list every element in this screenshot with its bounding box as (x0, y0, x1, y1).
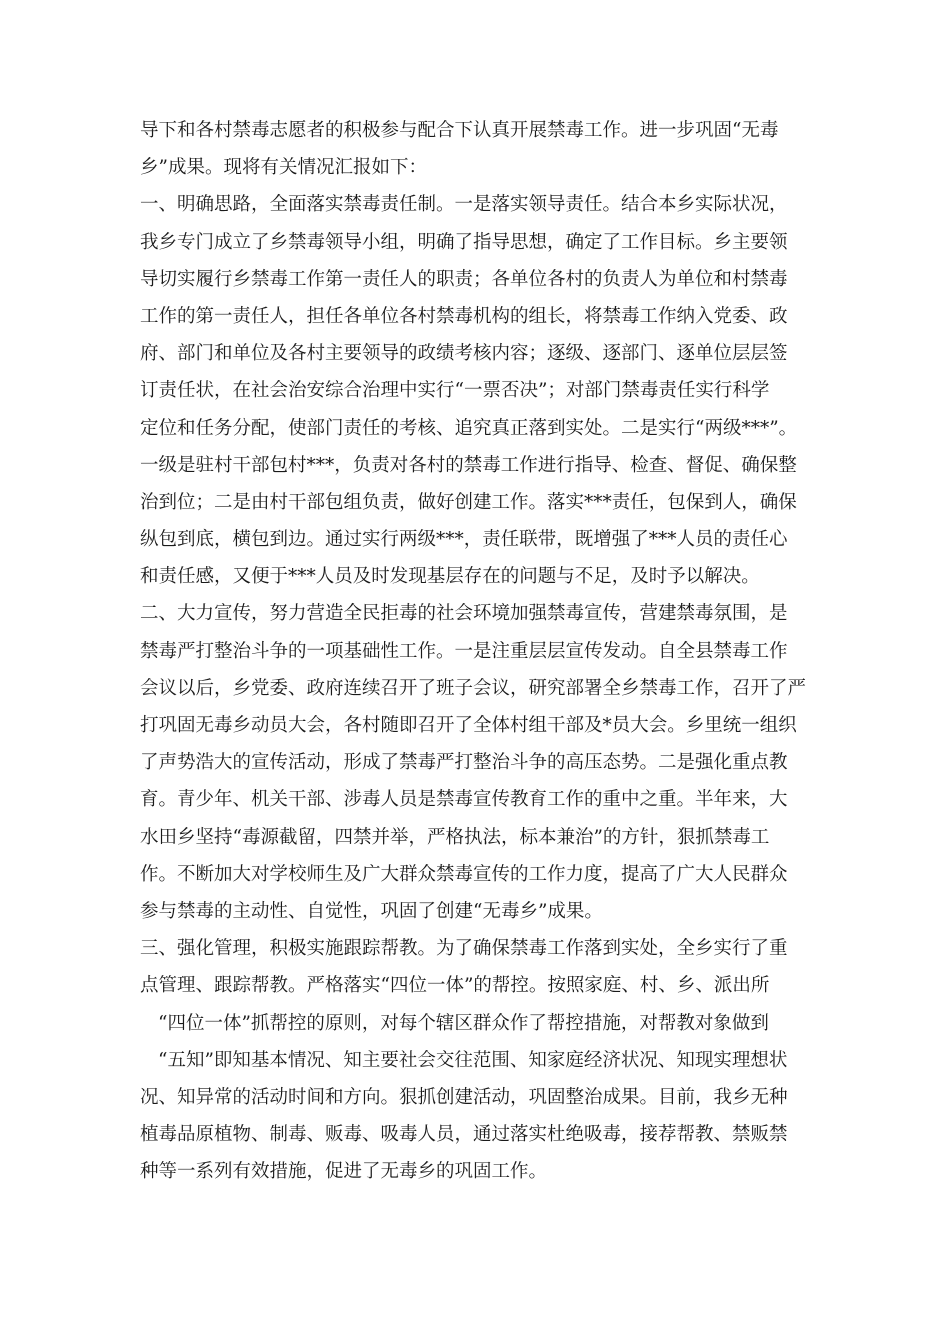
text-line: 纵包到底，横包到边。通过实行两级***，责任联带，既增强了***人员的责任心 (140, 529, 788, 551)
section-heading-line: 一、明确思路，全面落实禁毒责任制。一是落实领导责任。结合本乡实际状况， (140, 194, 788, 216)
text-line: 禁毒严打整治斗争的一项基础性工作。一是注重层层宣传发动。自全县禁毒工作 (140, 640, 788, 662)
text-line: 种等一系列有效措施，促进了无毒乡的巩固工作。 (140, 1161, 548, 1183)
text-line: 定位和任务分配，使部门责任的考核、追究真正落到实处。二是实行“两级***”。 (140, 417, 798, 439)
text-line: 我乡专门成立了乡禁毒领导小组，明确了指导思想，确定了工作目标。乡主要领 (140, 231, 788, 253)
text-line: 作。不断加大对学校师生及广大群众禁毒宣传的工作力度，提高了广大人民群众 (140, 863, 788, 885)
text-line: 植毒品原植物、制毒、贩毒、吸毒人员，通过落实杜绝吸毒，接荐帮教、禁贩禁 (140, 1124, 788, 1146)
text-line: 工作的第一责任人，担任各单位各村禁毒机构的组长，将禁毒工作纳入党委、政 (140, 305, 788, 327)
document-body (140, 112, 830, 1190)
text-line: 订责任状，在社会治安综合治理中实行“一票否决”；对部门禁毒责任实行科学 (140, 380, 770, 402)
text-line: 导下和各村禁毒志愿者的积极参与配合下认真开展禁毒工作。进一步巩固“无毒 (140, 120, 779, 141)
text-line: “五知”即知基本情况、知主要社会交往范围、知家庭经济状况、知现实理想状 (158, 1049, 788, 1071)
text-line: 治到位；二是由村干部包组负责，做好创建工作。落实***责任，包保到人，确保 (140, 491, 797, 513)
text-line: 点管理、跟踪帮教。严格落实“四位一体”的帮控。按照家庭、村、乡、派出所 (140, 975, 770, 997)
text-line: 府、部门和单位及各村主要领导的政绩考核内容；逐级、逐部门、逐单位层层签 (140, 343, 788, 365)
section-heading-line: 三、强化管理，积极实施跟踪帮教。为了确保禁毒工作落到实处，全乡实行了重 (140, 938, 788, 960)
section-heading-line: 二、大力宣传，努力营造全民拒毒的社会环境加强禁毒宣传，营建禁毒氛围，是 (140, 603, 788, 625)
text-line: 一级是驻村干部包村***，负责对各村的禁毒工作进行指导、检查、督促、确保整 (140, 454, 797, 476)
text-line: 乡”成果。现将有关情况汇报如下： (140, 157, 427, 179)
text-line: 水田乡坚持“毒源截留，四禁并举，严格执法，标本兼治”的方针，狠抓禁毒工 (140, 826, 770, 848)
text-line: 了声势浩大的宣传活动，形成了禁毒严打整治斗争的高压态势。二是强化重点教 (140, 752, 788, 774)
text-line: 打巩固无毒乡动员大会，各村随即召开了全体村组干部及*员大会。乡里统一组织 (140, 715, 797, 736)
text-line: 会议以后，乡党委、政府连续召开了班子会议，研究部署全乡禁毒工作，召开了严 (140, 677, 807, 699)
text-line: 参与禁毒的主动性、自觉性，巩固了创建“无毒乡”成果。 (140, 900, 603, 922)
text-line: 况、知异常的活动时间和方向。狠抓创建活动，巩固整治成果。目前，我乡无种 (140, 1086, 788, 1108)
text-line: 和责任感，又便于***人员及时发现基层存在的问题与不足，及时予以解决。 (140, 566, 760, 588)
text-line: “四位一体”抓帮控的原则，对每个辖区群众作了帮控措施，对帮教对象做到 (158, 1012, 769, 1034)
text-line: 育。青少年、机关干部、涉毒人员是禁毒宣传教育工作的重中之重。半年来，大 (140, 789, 788, 811)
text-line: 导切实履行乡禁毒工作第一责任人的职责；各单位各村的负责人为单位和村禁毒 (140, 268, 788, 290)
